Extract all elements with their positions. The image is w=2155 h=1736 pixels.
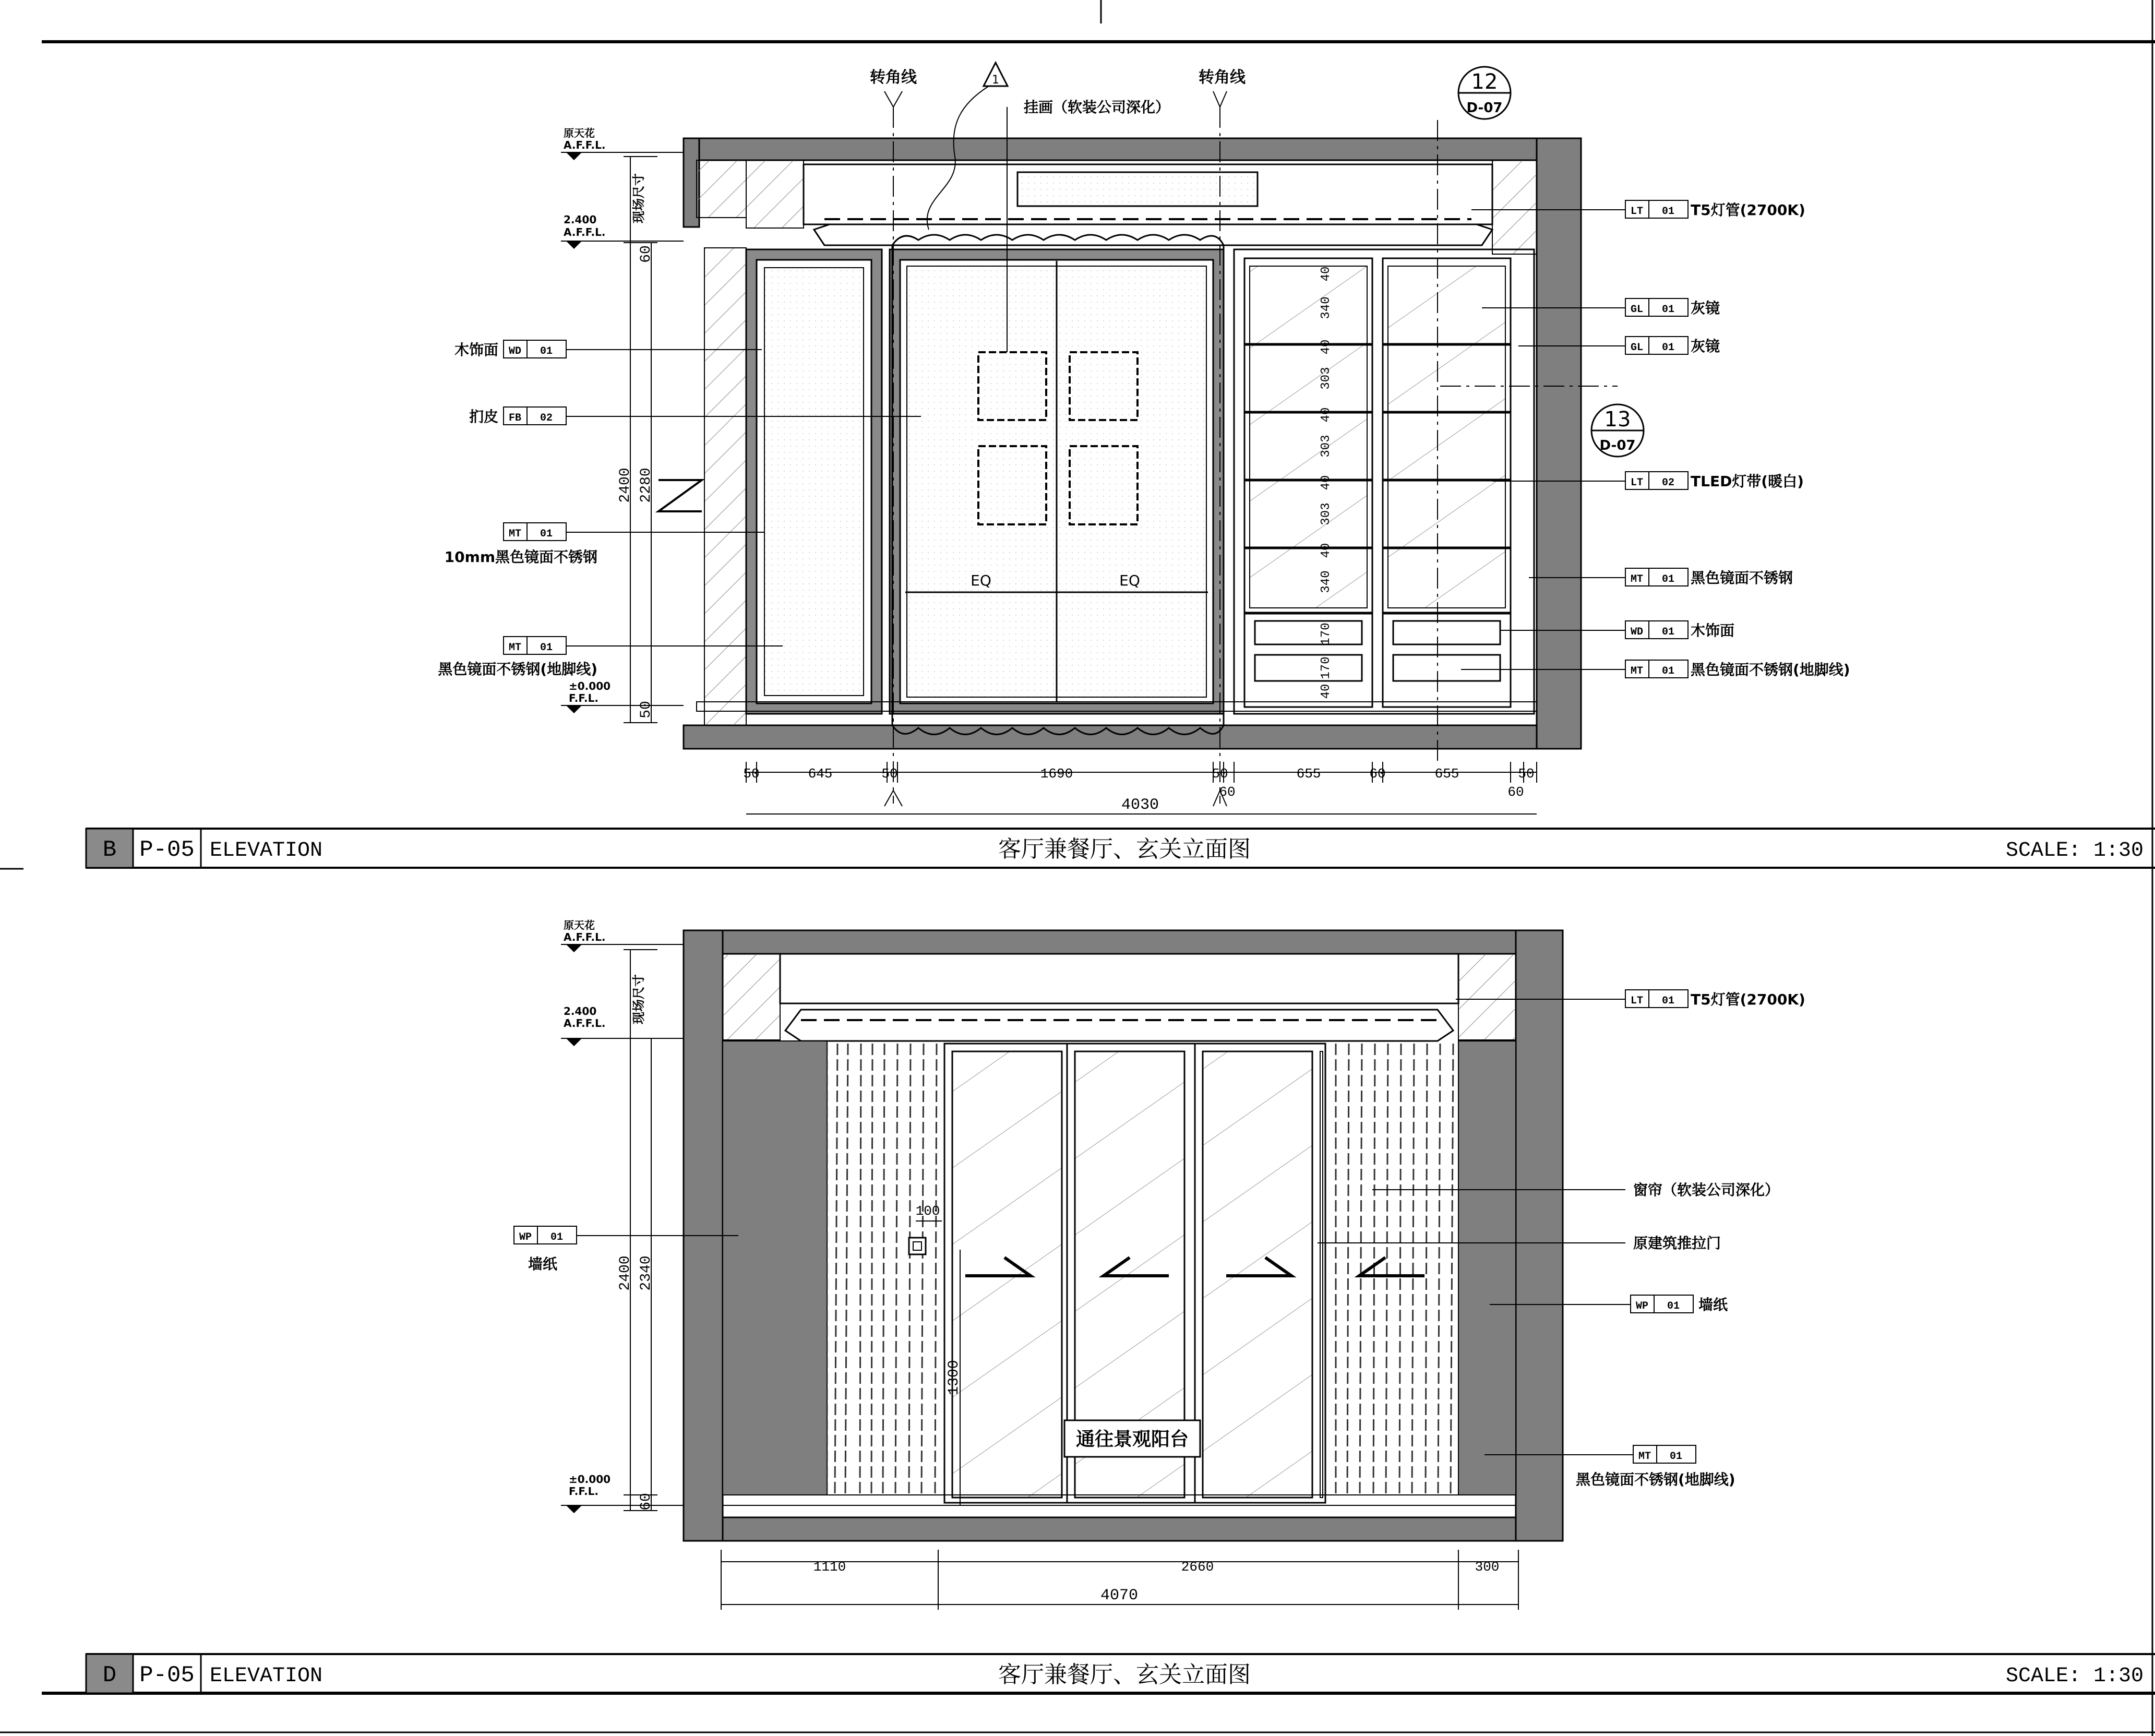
panel-scale: SCALE: 1:30 [2005, 1665, 2144, 1688]
level-marker-floor [561, 1473, 684, 1513]
note-num: 01 [1661, 342, 1675, 354]
note-code: MT [1630, 665, 1644, 677]
material-note [1461, 660, 1850, 678]
painting-note: 挂画（软装公司深化） [1024, 99, 1170, 116]
total-width-dim: 4030 [1121, 796, 1159, 814]
panel-type: ELEVATION [210, 1665, 323, 1688]
note-code: MT [508, 642, 522, 654]
horiz-dim-label: 655 [1296, 766, 1321, 782]
material-note [1500, 621, 1734, 639]
note-num: 01 [1667, 1300, 1680, 1312]
horiz-dim-label: 50 [881, 766, 898, 782]
svg-text:±0.000: ±0.000 [569, 1473, 611, 1486]
note-code: FB [508, 412, 522, 424]
note-num: 01 [540, 345, 553, 357]
note-text: 窗帘（软装公司深化） [1633, 1181, 1780, 1199]
note-code: WP [519, 1231, 532, 1243]
title-bar-b [86, 829, 2155, 868]
switch-dim: 100 [915, 1203, 940, 1219]
note-text: 墙纸 [528, 1255, 558, 1273]
note-text: T5灯管(2700K) [1691, 201, 1805, 219]
shelf-dim-label: 170 [1319, 622, 1333, 645]
shelf-dim-label: 340 [1319, 296, 1333, 319]
panel-title: 客厅兼餐厅、玄关立面图 [998, 836, 1251, 863]
site-size-label: 现场尺寸 [631, 974, 646, 1024]
vert-dim-label: 2340 [638, 1255, 654, 1291]
svg-text:A.F.F.L.: A.F.F.L. [564, 139, 606, 151]
shelf-dim-label: 40 [1319, 684, 1333, 699]
note-code: MT [508, 528, 522, 540]
horiz-dim-label: 60 [1507, 784, 1524, 800]
note-text: TLED灯带(暖白) [1691, 473, 1804, 490]
note-text: 墙纸 [1698, 1296, 1728, 1313]
eq-label: EQ [1119, 572, 1140, 589]
panel-type: ELEVATION [210, 839, 323, 863]
switch-height-dim: 1300 [946, 1360, 962, 1395]
note-code: LT [1630, 206, 1644, 218]
panel-letter: B [102, 837, 117, 863]
level-marker-ceiling [561, 919, 684, 952]
note-code: WP [1635, 1300, 1649, 1312]
panel-letter: D [102, 1662, 117, 1689]
break-symbol-icon [659, 480, 702, 511]
svg-text:±0.000: ±0.000 [569, 680, 611, 692]
horiz-dim-label: 60 [1369, 766, 1386, 782]
ac-vent [1017, 172, 1258, 206]
door-label: 通往景观阳台 [1075, 1429, 1189, 1450]
note-text: 黑色镜面不锈钢(地脚线) [1576, 1471, 1735, 1488]
note-num: 01 [1661, 304, 1675, 316]
eq-label: EQ [971, 572, 991, 589]
right-wall [1537, 138, 1581, 749]
panel-scale: SCALE: 1:30 [2005, 839, 2144, 863]
switch-icon [909, 1238, 926, 1254]
note-code: WD [508, 345, 522, 357]
floor-slab [684, 1517, 1563, 1541]
svg-text:A.F.F.L.: A.F.F.L. [564, 226, 606, 238]
note-text: 黑色镜面不锈钢(地脚线) [438, 661, 597, 678]
shelf-dim-label: 303 [1319, 367, 1333, 390]
horiz-dim-label: 2660 [1181, 1559, 1214, 1575]
horiz-dim-label: 50 [1212, 766, 1228, 782]
svg-text:2.400: 2.400 [564, 213, 597, 226]
shelf-dim-label: 40 [1319, 475, 1333, 490]
note-num: 01 [540, 528, 553, 540]
curtain-left [827, 1044, 937, 1498]
horiz-dim-label: 655 [1434, 766, 1459, 782]
ceiling-slab [684, 930, 1563, 954]
elevation-d [514, 919, 1805, 1610]
panel-sheet: P-05 [139, 837, 195, 863]
note-num: 02 [540, 412, 553, 424]
svg-text:A.F.F.L.: A.F.F.L. [564, 931, 606, 943]
panel-sheet: P-05 [139, 1662, 195, 1689]
note-code: GL [1630, 304, 1644, 316]
svg-text:A.F.F.L.: A.F.F.L. [564, 1017, 606, 1029]
section-callout-13 [1591, 404, 1644, 457]
note-text: 灰镜 [1691, 338, 1720, 355]
level-marker-2400 [561, 1005, 684, 1046]
note-num: 01 [550, 1231, 564, 1243]
note-num: 01 [540, 642, 553, 654]
note-num: 01 [1661, 573, 1675, 585]
shelf-dim-label: 40 [1319, 543, 1333, 558]
level-marker-ceiling [561, 127, 684, 160]
note-text: 原建筑推拉门 [1633, 1235, 1721, 1252]
horiz-dim-label: 1110 [813, 1559, 846, 1575]
note-num: 02 [1661, 477, 1675, 489]
note-num: 01 [1661, 206, 1675, 218]
horiz-dim-label: 1690 [1040, 766, 1073, 782]
shelf-dim-label: 170 [1319, 656, 1333, 679]
ceiling-slab [684, 138, 1581, 160]
note-text: 木饰面 [454, 341, 498, 358]
vert-dim-label: 60 [638, 245, 654, 263]
elevation-b [438, 63, 1850, 814]
horiz-dim-label: 50 [1518, 766, 1535, 782]
note-text: 10mm黑色镜面不锈钢 [444, 548, 597, 566]
note-text: 木饰面 [1691, 622, 1735, 639]
note-text: T5灯管(2700K) [1691, 991, 1805, 1008]
svg-text:F.F.L.: F.F.L. [569, 1485, 598, 1498]
note-num: 01 [1669, 1451, 1683, 1463]
total-width-dim: 4070 [1100, 1587, 1139, 1605]
note-text: 灰镜 [1691, 300, 1720, 317]
horiz-dim-label: 60 [1219, 784, 1236, 800]
svg-text:13: 13 [1604, 408, 1631, 432]
right-wall [1516, 930, 1563, 1541]
note-num: 01 [1661, 665, 1675, 677]
level-marker-floor [561, 680, 684, 713]
svg-text:F.F.L.: F.F.L. [569, 692, 598, 704]
title-bar-d [86, 1654, 2155, 1693]
horiz-dim-label: 645 [808, 766, 833, 782]
note-code: MT [1638, 1451, 1651, 1463]
site-size-label: 现场尺寸 [631, 173, 646, 223]
shelf-dim-label: 303 [1319, 502, 1333, 525]
note-text: 扪皮 [469, 408, 498, 425]
revision-tag: 1 [992, 74, 999, 87]
section-callout-12 [1458, 67, 1511, 119]
svg-text:原天花: 原天花 [564, 127, 595, 139]
vert-dim-label: 60 [638, 1493, 654, 1511]
shelf-dim-label: 340 [1319, 570, 1333, 593]
vert-dim-label: 2280 [638, 468, 654, 503]
panel-title: 客厅兼餐厅、玄关立面图 [998, 1661, 1251, 1688]
note-code: LT [1630, 477, 1644, 489]
svg-text:12: 12 [1471, 70, 1498, 94]
vert-dim-label: 50 [638, 701, 654, 719]
svg-text:原天花: 原天花 [564, 919, 595, 931]
shelf-dim-label: 40 [1319, 339, 1333, 355]
level-marker-2400 [561, 213, 684, 249]
note-code: MT [1630, 573, 1644, 585]
shelf-dim-label: 40 [1319, 407, 1333, 423]
curtain-right [1336, 1044, 1453, 1498]
note-code: LT [1630, 995, 1644, 1007]
floor-slab [684, 725, 1581, 749]
wallpaper-wall-left [723, 1041, 827, 1495]
corner-line-right-label: 转角线 [1199, 68, 1246, 87]
vert-dim-label: 2400 [617, 1255, 633, 1291]
svg-text:D-07: D-07 [1466, 100, 1503, 116]
svg-text:2.400: 2.400 [564, 1005, 597, 1017]
wallpaper-wall-right [1458, 1041, 1516, 1495]
shelf-dim-label: 303 [1319, 435, 1333, 458]
horiz-dim-label: 50 [743, 766, 760, 782]
corner-line-left-label: 转角线 [870, 68, 917, 87]
svg-text:D-07: D-07 [1599, 438, 1636, 453]
note-num: 01 [1661, 626, 1675, 638]
vert-dim-label: 2400 [617, 468, 633, 503]
shelf-dim-label: 40 [1319, 266, 1333, 282]
note-text: 黑色镜面不锈钢(地脚线) [1691, 661, 1850, 678]
note-code: GL [1630, 342, 1644, 354]
material-note [1482, 298, 1720, 317]
material-note [1372, 1181, 1779, 1199]
note-num: 01 [1661, 995, 1675, 1007]
note-text: 黑色镜面不锈钢 [1691, 569, 1793, 586]
horiz-dim-label: 300 [1475, 1559, 1500, 1575]
note-code: WD [1630, 626, 1644, 638]
